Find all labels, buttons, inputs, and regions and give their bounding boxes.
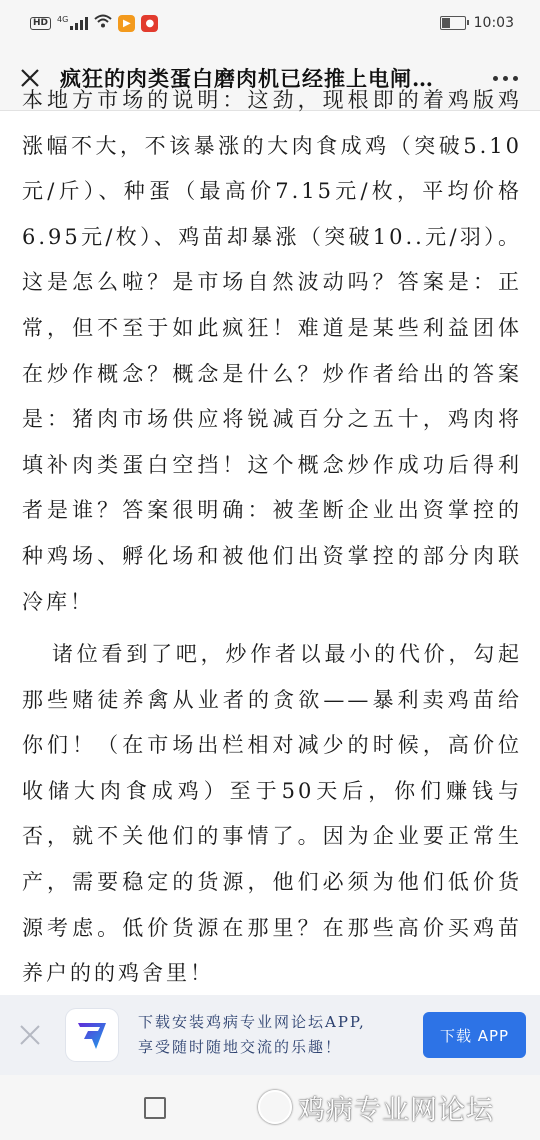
watermark xyxy=(258,1089,494,1125)
banner-text-line2: 享受随时随地交流的乐趣！ xyxy=(138,1038,343,1056)
app-download-banner xyxy=(0,995,540,1075)
article-paragraph: 诸位看到了吧，炒作者以最小的代价，勾起那些赌徒养禽从业者的贪欲——暴利卖鸡苗给你们！（在市场出栏相对减少的时候，高价位收储大肉食成鸡）至于50天后，你们赚钱与否，就不关他们的事情了。因为企业要正常生产，需要稳定的货源，他们必须为他们低价货源考虑。低价货源在那里？在那些高价买鸡苗养户的的鸡舍里！ xyxy=(22,642,522,986)
status-bar xyxy=(0,0,540,46)
video-app-icon: ▶ xyxy=(118,15,135,32)
battery-icon xyxy=(440,16,466,30)
recent-apps-icon[interactable] xyxy=(144,1097,166,1119)
download-app-button[interactable]: 下载 APP xyxy=(423,1012,526,1058)
toutiao-app-icon: ● xyxy=(141,15,158,32)
page-title: 疯狂的肉类蛋白磨肉机已经推上电闸… xyxy=(60,66,434,91)
banner-text xyxy=(138,1010,406,1060)
app-logo-icon xyxy=(66,1009,118,1061)
status-left xyxy=(0,14,158,32)
article-body xyxy=(0,88,540,995)
status-right xyxy=(440,0,514,46)
article-paragraph: 本地方市场的说明：这劲，现根即的着鸡版鸡涨幅不大，不该暴涨的大肉食成鸡（突破5.10元/斤）、种蛋（最高价7.15元/枚，平均价格6.95元/枚）、鸡苗却暴涨（突破10..元/羽）。这是怎么啦？是市场自然波动吗？答案是：正常，但不至于如此疯狂！难道是某些利益团体在炒作概念？概念是什么？炒作者给出的答案是：猪肉市场供应将锐减百分之五十，鸡肉将填补肉类蛋白空挡！这个概念炒作成功后得利者是谁？答案很明确：被垄断企业出资掌控的种鸡场、孵化场和被他们出资掌控的部分肉联冷库！ xyxy=(22,88,522,614)
wifi-icon xyxy=(94,14,112,32)
watermark-logo-icon xyxy=(258,1090,292,1124)
watermark-text: 鸡病专业网论坛 xyxy=(298,1094,494,1126)
navigation-bar xyxy=(0,1075,540,1140)
hd-indicator: HD xyxy=(30,17,51,30)
network-type: 4G xyxy=(57,15,69,24)
signal-icon xyxy=(70,16,88,30)
banner-close-icon[interactable] xyxy=(0,995,60,1075)
banner-text-line1: 下载安装鸡病专业网论坛APP, xyxy=(138,1013,366,1031)
clock: 10:03 xyxy=(473,15,514,31)
